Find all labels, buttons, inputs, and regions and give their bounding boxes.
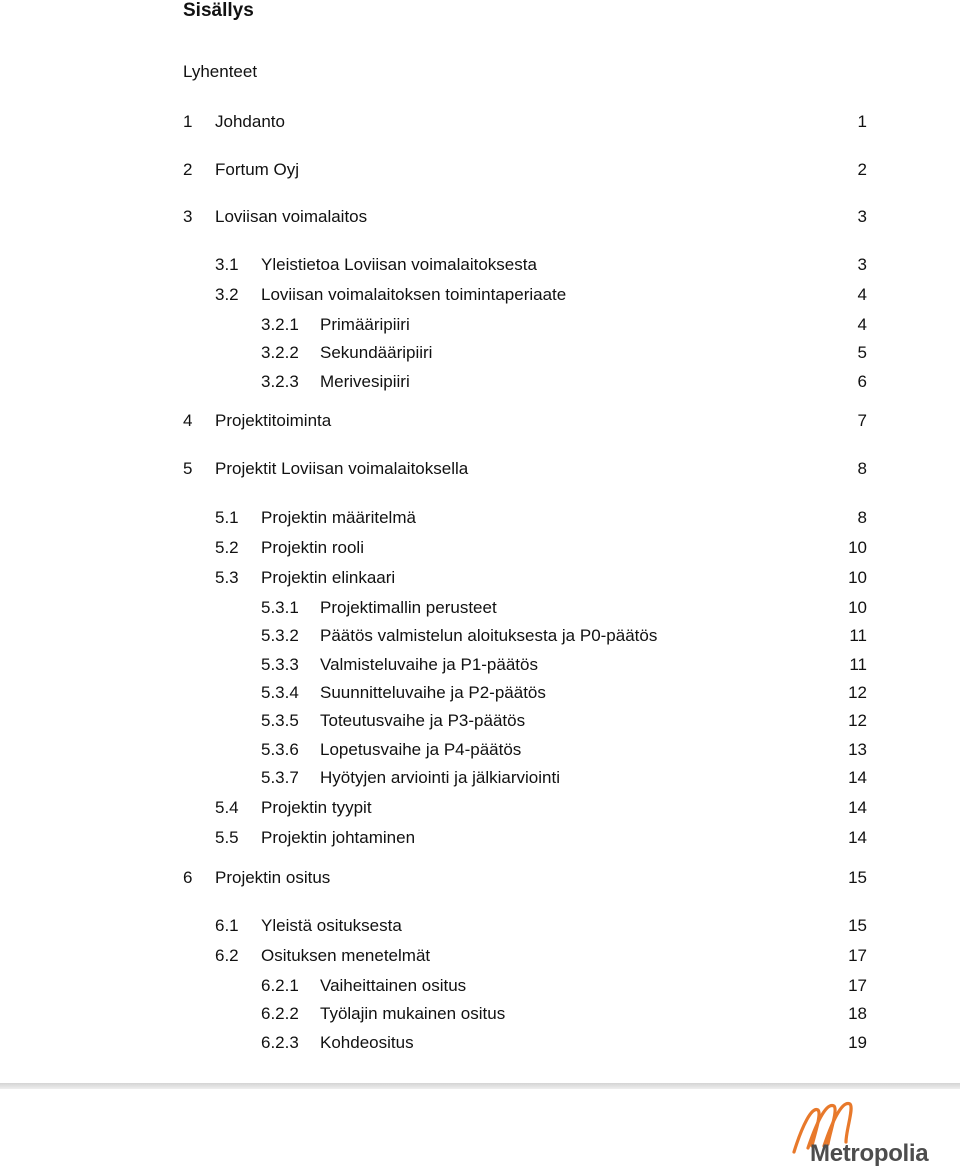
- toc-entry[interactable]: [0, 538, 960, 562]
- toc-entry[interactable]: [0, 315, 960, 339]
- toc-number: 5.1: [215, 508, 239, 527]
- toc-title: Kohdeositus: [320, 1033, 414, 1052]
- toc-number: 5.3.5: [261, 711, 299, 730]
- page-title: Sisällys: [183, 0, 254, 21]
- toc-title: Projektin johtaminen: [261, 828, 416, 847]
- toc-entry[interactable]: [0, 160, 960, 184]
- toc-entry[interactable]: [0, 828, 960, 852]
- toc-entry[interactable]: [0, 768, 960, 792]
- toc-entry[interactable]: [0, 946, 960, 970]
- toc-title: Loviisan voimalaitos: [215, 207, 368, 226]
- toc-number: 2: [183, 160, 193, 179]
- toc-title: Johdanto: [215, 112, 285, 131]
- toc-page-number: 14: [848, 798, 867, 817]
- toc-title: Projektitoiminta: [215, 411, 332, 430]
- toc-title: Toteutusvaihe ja P3-päätös: [320, 711, 526, 730]
- toc-entry[interactable]: [0, 711, 960, 735]
- logo-wordmark: Metropolia: [810, 1140, 929, 1167]
- toc-number: 6.2: [215, 946, 239, 965]
- toc-title: Primääripiiri: [320, 315, 410, 334]
- toc-page-number: 10: [848, 538, 867, 557]
- toc-entry[interactable]: [0, 568, 960, 592]
- toc-title: Osituksen menetelmät: [261, 946, 431, 965]
- toc-entry[interactable]: [0, 598, 960, 622]
- toc-title: Projektin rooli: [261, 538, 364, 557]
- toc-page-number: 2: [857, 160, 867, 179]
- toc-title: Lopetusvaihe ja P4-päätös: [320, 740, 522, 759]
- footer-divider: [0, 1083, 960, 1089]
- toc-number: 5.2: [215, 538, 239, 557]
- toc-entry[interactable]: [0, 1033, 960, 1057]
- toc-number: 5.3.6: [261, 740, 299, 759]
- toc-page-number: 12: [848, 711, 867, 730]
- toc-entry[interactable]: [0, 1004, 960, 1028]
- toc-title: Loviisan voimalaitoksen toimintaperiaate: [261, 285, 567, 304]
- toc-number: 6.1: [215, 916, 239, 935]
- toc-entry[interactable]: [0, 683, 960, 707]
- toc-number: 1: [183, 112, 193, 131]
- toc-number: 5.3.2: [261, 626, 299, 645]
- toc-title: Projektit Loviisan voimalaitoksella: [215, 459, 469, 478]
- toc-title: Suunnitteluvaihe ja P2-päätös: [320, 683, 546, 702]
- toc-number: 3.2: [215, 285, 239, 304]
- toc-page-number: 3: [857, 207, 867, 226]
- toc-title: Projektin määritelmä: [261, 508, 416, 527]
- toc-title: Sekundääripiiri: [320, 343, 433, 362]
- toc-number: 3: [183, 207, 193, 226]
- toc-title: Yleistietoa Loviisan voimalaitoksesta: [261, 255, 537, 274]
- toc-number: 5.3.4: [261, 683, 299, 702]
- toc-number: 3.2.3: [261, 372, 299, 391]
- toc-number: 5.4: [215, 798, 239, 817]
- toc-page-number: 10: [848, 568, 867, 587]
- toc-title: Hyötyjen arviointi ja jälkiarviointi: [320, 768, 560, 787]
- toc-entry[interactable]: [0, 976, 960, 1000]
- toc-page-number: 10: [848, 598, 867, 617]
- abbreviations-entry[interactable]: Lyhenteet: [183, 62, 258, 81]
- toc-entry[interactable]: [0, 343, 960, 367]
- toc-title: Valmisteluvaihe ja P1-päätös: [320, 655, 538, 674]
- toc-number: 6.2.3: [261, 1033, 299, 1052]
- toc-number: 4: [183, 411, 193, 430]
- toc-title: Projektimallin perusteet: [320, 598, 497, 617]
- toc-number: 6.2.2: [261, 1004, 299, 1023]
- toc-page-number: 14: [848, 828, 867, 847]
- toc-number: 5.3.7: [261, 768, 299, 787]
- toc-page-number: 14: [848, 768, 867, 787]
- toc-page-number: 19: [848, 1033, 867, 1052]
- toc-entry[interactable]: [0, 798, 960, 822]
- toc-page-number: 11: [849, 655, 867, 674]
- toc-entry[interactable]: [0, 655, 960, 679]
- toc-page-number: 1: [857, 112, 867, 131]
- toc-number: 6.2.1: [261, 976, 299, 995]
- toc-page-number: 15: [848, 916, 867, 935]
- toc-number: 5.5: [215, 828, 239, 847]
- toc-page-number: 18: [848, 1004, 867, 1023]
- toc-page-number: 5: [857, 343, 867, 362]
- toc-entry[interactable]: [0, 868, 960, 892]
- toc-title: Yleistä osituksesta: [261, 916, 402, 935]
- toc-title: Projektin elinkaari: [261, 568, 396, 587]
- toc-page-number: 6: [857, 372, 867, 391]
- toc-page-number: 8: [857, 459, 867, 478]
- toc-entry[interactable]: [0, 255, 960, 279]
- toc-page-number: 13: [848, 740, 867, 759]
- toc-number: 5.3: [215, 568, 239, 587]
- toc-page-number: 15: [848, 868, 867, 887]
- toc-title: Päätös valmistelun aloituksesta ja P0-päätös: [320, 626, 658, 645]
- toc-entry[interactable]: [0, 626, 960, 650]
- toc-title: Vaiheittainen ositus: [320, 976, 467, 995]
- toc-entry[interactable]: [0, 916, 960, 940]
- toc-entry[interactable]: [0, 285, 960, 309]
- toc-page-number: 4: [857, 315, 867, 334]
- toc-title: Projektin tyypit: [261, 798, 372, 817]
- toc-number: 3.1: [215, 255, 239, 274]
- toc-title: Projektin ositus: [215, 868, 331, 887]
- toc-page-number: 8: [857, 508, 867, 527]
- toc-title: Työlajin mukainen ositus: [320, 1004, 506, 1023]
- toc-page-number: 17: [848, 976, 867, 995]
- toc-title: Merivesipiiri: [320, 372, 410, 391]
- toc-number: 5: [183, 459, 193, 478]
- toc-entry[interactable]: [0, 459, 960, 483]
- toc-page-number: 3: [857, 255, 867, 274]
- toc-entry[interactable]: [0, 207, 960, 231]
- toc-number: 3.2.1: [261, 315, 299, 334]
- toc-number: 5.3.3: [261, 655, 299, 674]
- toc-page-number: 12: [848, 683, 867, 702]
- toc-title: Fortum Oyj: [215, 160, 300, 179]
- toc-page-number: 7: [857, 411, 867, 430]
- toc-entry[interactable]: [0, 112, 960, 136]
- toc-number: 5.3.1: [261, 598, 299, 617]
- toc-number: 6: [183, 868, 193, 887]
- toc-entry[interactable]: [0, 372, 960, 396]
- toc-page-number: 11: [849, 626, 867, 645]
- toc-page-number: 17: [848, 946, 867, 965]
- toc-entry[interactable]: [0, 508, 960, 532]
- toc-entry[interactable]: [0, 740, 960, 764]
- toc-entry[interactable]: [0, 411, 960, 435]
- toc-page-number: 4: [857, 285, 867, 304]
- toc-number: 3.2.2: [261, 343, 299, 362]
